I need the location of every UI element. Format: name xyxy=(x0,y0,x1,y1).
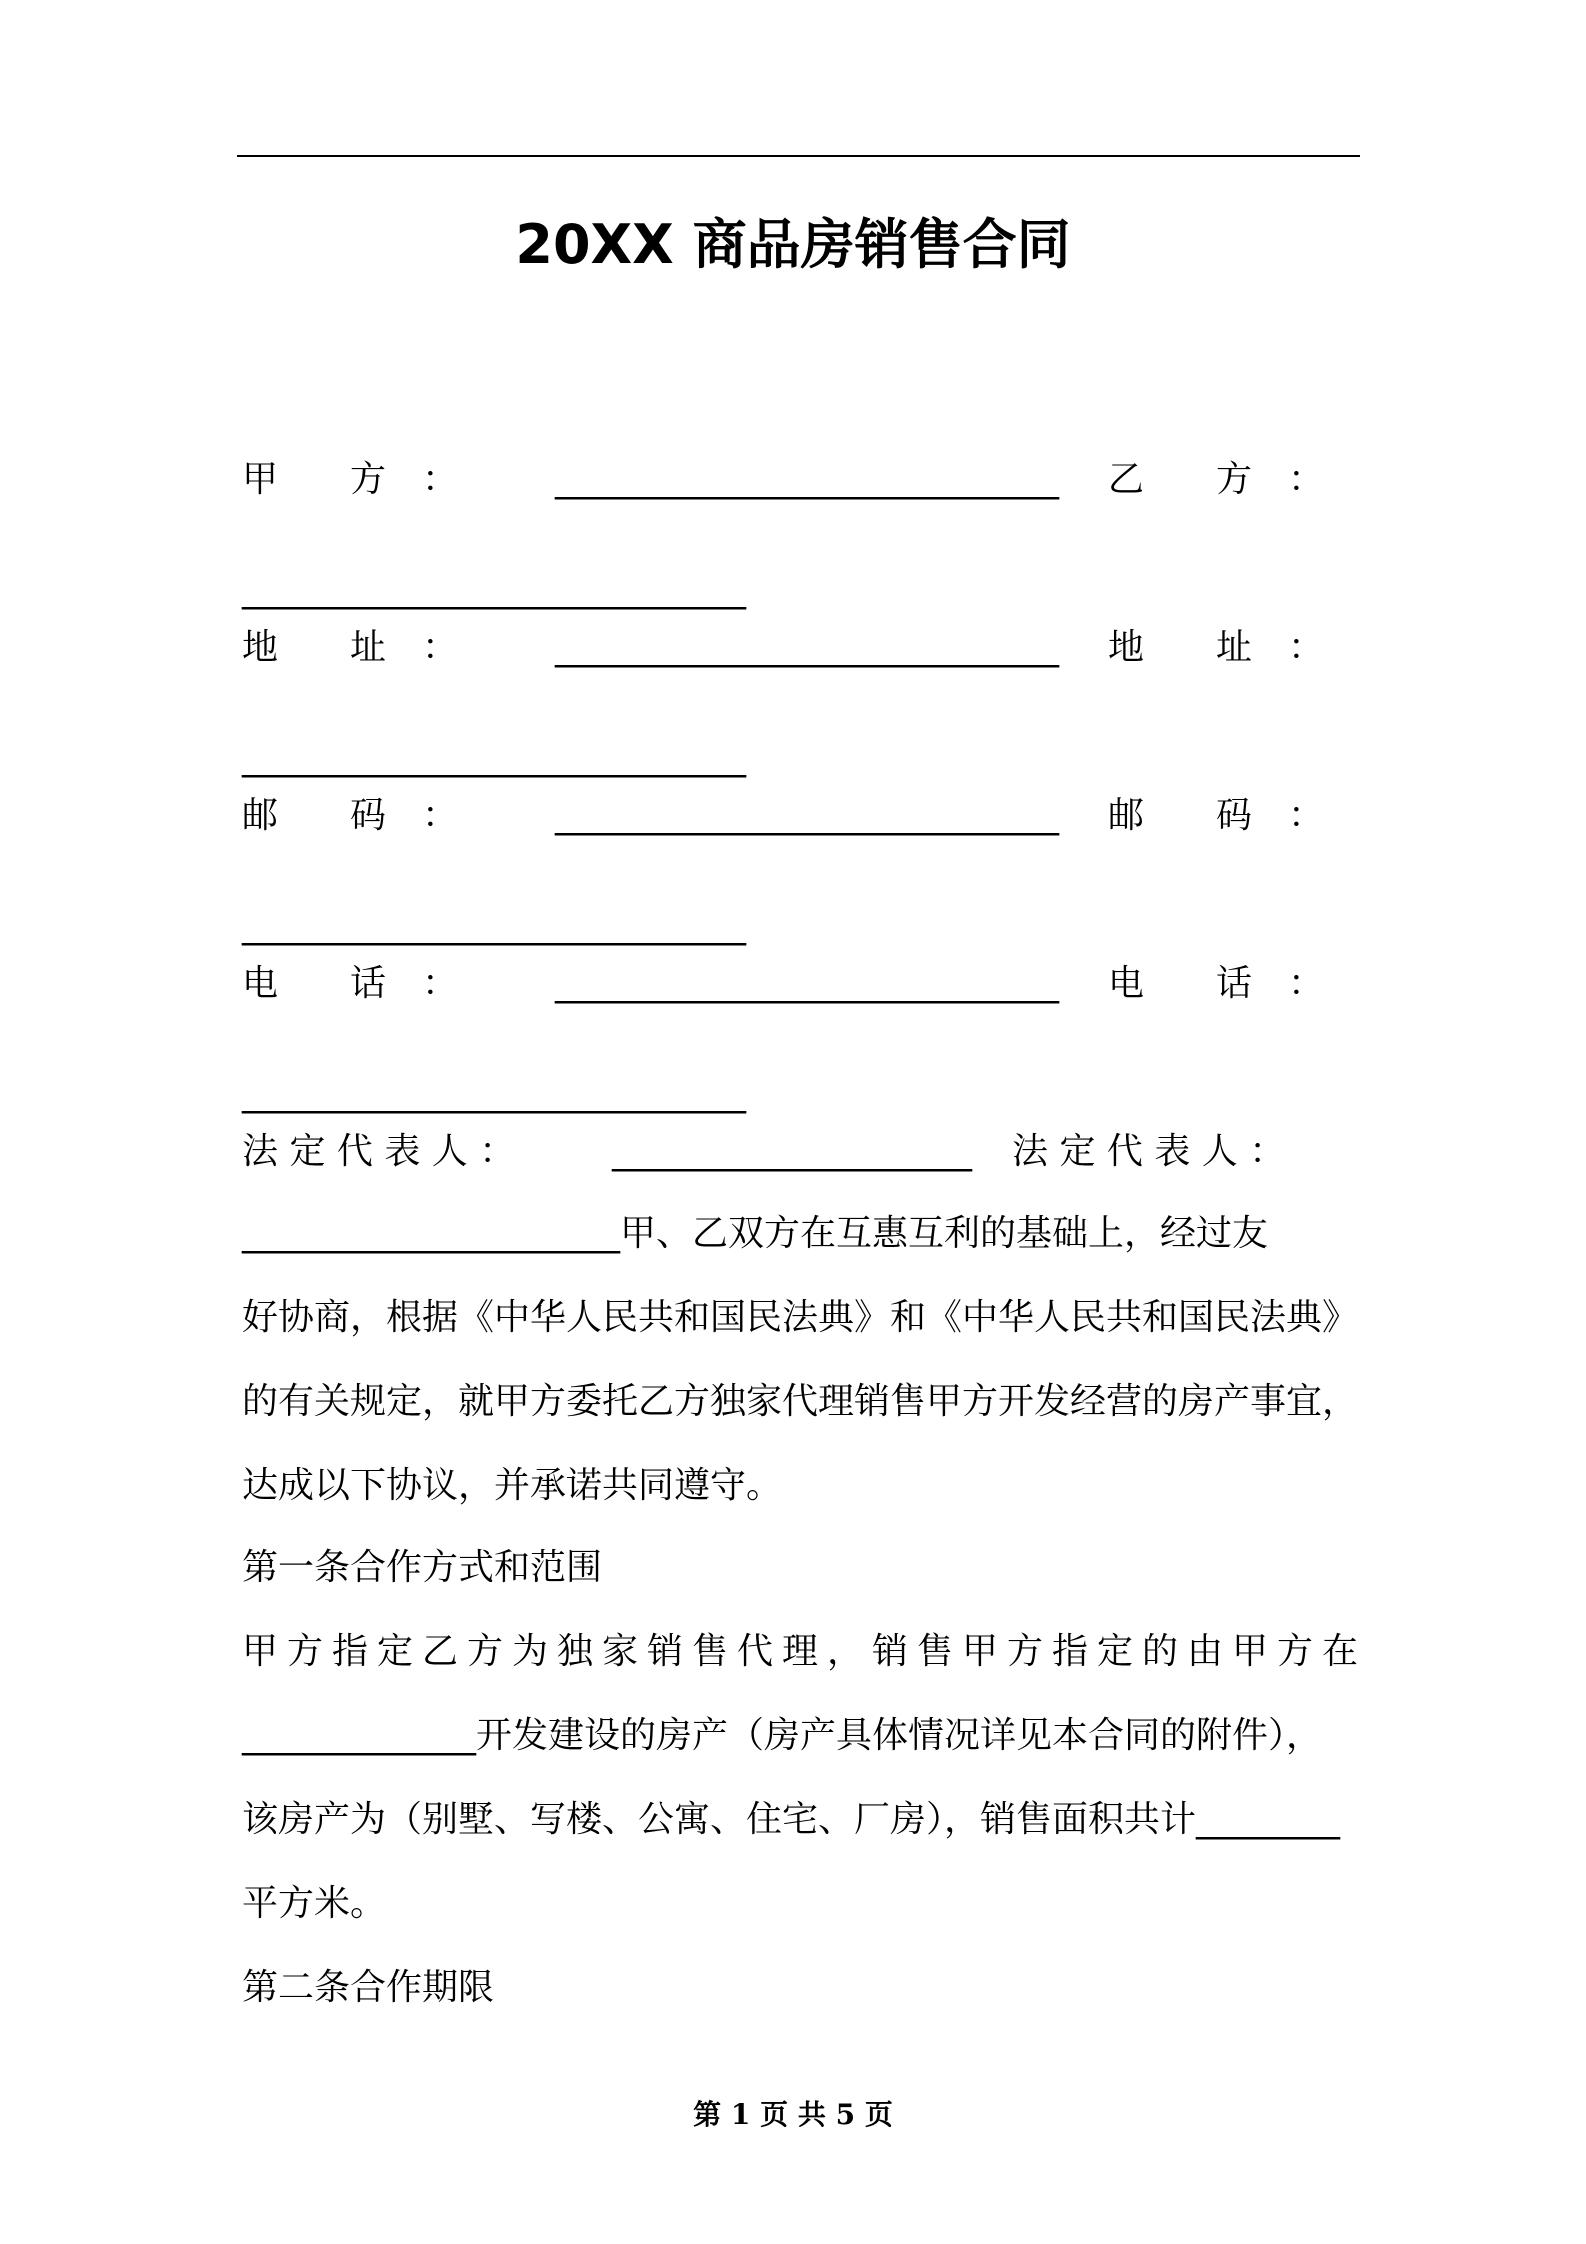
address-b-blank: ____________________________ xyxy=(242,737,746,778)
intro-line-3: 的有关规定，就甲方委托乙方独家代理销售甲方开发经营的房产事宜， xyxy=(242,1381,1359,1422)
postcode-b-blank: ____________________________ xyxy=(242,905,746,946)
article-1-location-blank: _____________ xyxy=(242,1715,476,1756)
page-footer: 第 1 页 共 5 页 xyxy=(693,2098,893,2131)
phone-b-label: 电 话 ： xyxy=(1108,963,1325,1004)
article-1-line-3: 该房产为（别墅、写楼、公寓、住宅、厂房），销售面积共计________ xyxy=(242,1799,1341,1840)
intro-line-2: 好协商，根据《中华人民共和国民法典》和《中华人民共和国民法典》 xyxy=(242,1297,1359,1338)
party-a-label: 甲 方 ： xyxy=(242,459,459,500)
legal-rep-b-blank: _____________________ xyxy=(242,1213,620,1254)
intro-line-4: 达成以下协议，并承诺共同遵守。 xyxy=(242,1465,783,1506)
phone-a-label: 电 话 ： xyxy=(242,963,459,1004)
party-a-blank: ____________________________ xyxy=(555,459,1059,500)
postcode-a-label: 邮 码 ： xyxy=(242,795,459,836)
address-a-blank: ____________________________ xyxy=(555,627,1059,668)
article-1-line-2 xyxy=(242,1708,1322,1764)
party-row-name xyxy=(242,452,1358,508)
article-2-heading: 第二条合作期限 xyxy=(242,1967,495,2008)
article-1-text-2: 开发建设的房产（房产具体情况详见本合同的附件）， xyxy=(476,1715,1323,1756)
address-row xyxy=(242,620,1358,676)
legal-rep-b-label: 法 定 代 表 人 ： xyxy=(1012,1131,1286,1172)
header-rule xyxy=(237,155,1360,157)
postcode-b-label: 邮 码 ： xyxy=(1108,795,1325,836)
legal-rep-a-label: 法 定 代 表 人 ： xyxy=(242,1131,516,1172)
postcode-a-blank: ____________________________ xyxy=(555,795,1059,836)
phone-a-blank: ____________________________ xyxy=(555,963,1059,1004)
legal-rep-row xyxy=(242,1124,1358,1180)
party-b-label: 乙 方 ： xyxy=(1108,459,1325,500)
article-1-heading: 第一条合作方式和范围 xyxy=(242,1547,603,1588)
address-a-label: 地 址 ： xyxy=(242,627,459,668)
article-1-line-1: 甲方指定乙方为独家销售代理，销售甲方指定的由甲方在 xyxy=(242,1631,1358,1672)
phone-row xyxy=(242,956,1358,1012)
phone-b-blank: ____________________________ xyxy=(242,1073,746,1114)
article-1-line-4: 平方米。 xyxy=(242,1883,387,1924)
document-title: 20XX 商品房销售合同 xyxy=(515,213,1071,276)
party-b-blank: ____________________________ xyxy=(242,569,746,610)
intro-text-1: 甲、乙双方在互惠互利的基础上，经过友 xyxy=(620,1213,1269,1254)
address-b-label: 地 址 ： xyxy=(1108,627,1325,668)
legal-rep-a-blank: ____________________ xyxy=(612,1131,972,1172)
postcode-row xyxy=(242,788,1358,844)
intro-line-1 xyxy=(242,1206,1268,1262)
